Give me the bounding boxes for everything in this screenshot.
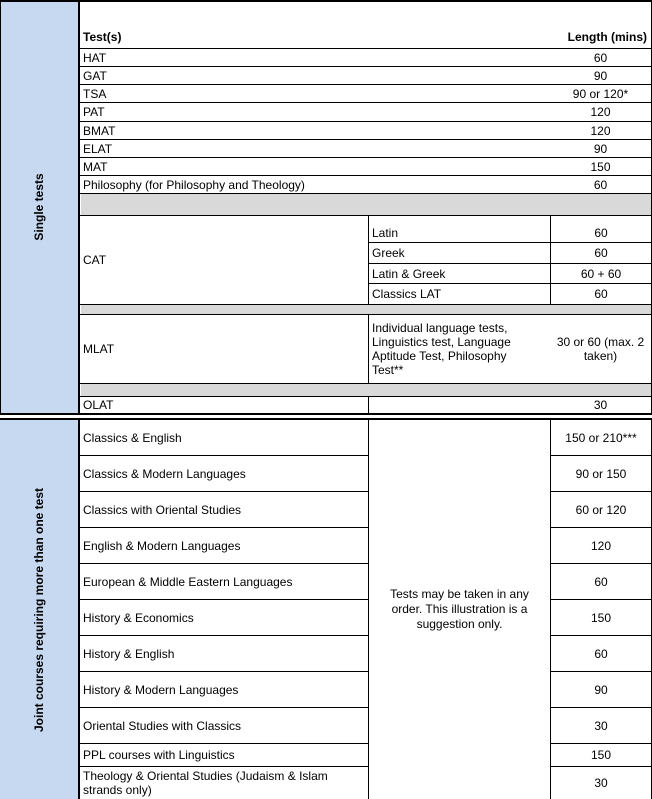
test-length: 150 [590,159,611,174]
course-name: Oriental Studies with Classics [83,718,242,733]
course-name: Classics with Oriental Studies [83,502,242,517]
test-length: 120 [590,105,611,119]
cat-sub-name: Latin & Greek [372,266,446,281]
spacer [81,384,651,396]
course-name: Theology & Oriental Studies (Judaism & Islam strands only) [83,769,328,797]
course-name: English & Modern Languages [83,538,241,553]
test-length: 60 [593,50,608,65]
test-name: MAT [83,159,108,174]
cat-test-name: CAT [83,253,107,267]
test-length: 90 or 120* [572,86,629,101]
course-name: Classics & English [83,430,182,445]
course-length: 90 or 150 [575,466,627,481]
test-length: 60 [593,177,608,192]
joint-note: Tests may be taken in any order. This illustration is a suggestion only. [390,587,529,631]
header-length: Length (mins) [567,30,647,44]
cat-sub-length: 60 + 60 [580,266,622,281]
olat-length: 30 [593,398,608,412]
course-length: 150 or 210*** [565,430,637,445]
joint-courses-label: Joint courses requiring more than one test [32,487,46,732]
spacer [81,194,651,215]
test-name: GAT [83,68,107,83]
test-name: TSA [83,86,107,101]
test-name: BMAT [83,123,116,138]
course-length: 30 [594,776,608,790]
header-test: Test(s) [83,30,122,44]
test-length: 90 [593,141,608,156]
course-name: History & Modern Languages [83,682,239,697]
test-name: ELAT [83,141,113,156]
cat-sub-name: Greek [372,246,405,260]
course-length: 150 [590,610,612,625]
cat-sub-length: 60 [594,225,608,240]
mlat-test-name: MLAT [83,342,115,356]
cell-divider [368,397,369,413]
test-length: 90 [593,68,608,83]
course-name: European & Middle Eastern Languages [83,574,293,589]
course-name: Classics & Modern Languages [83,466,246,481]
course-name: History & Economics [83,610,194,625]
course-length: 120 [590,538,612,553]
course-name: History & English [83,646,175,661]
single-tests-label: Single tests [32,173,46,241]
cat-sub-length: 60 [594,246,608,260]
course-length: 60 or 120 [575,502,627,517]
test-length: 120 [590,123,611,138]
table-top-border [0,0,652,2]
course-length: 60 [594,574,608,589]
course-length: 60 [594,646,608,661]
spacer [81,305,651,314]
course-name: PPL courses with Linguistics [83,748,235,762]
cat-sub-length: 60 [594,287,608,301]
mlat-length: 30 or 60 (max. 2 taken) [556,335,645,363]
single-tests-sidebar [0,0,80,414]
olat-test-name: OLAT [83,398,114,412]
cat-sub-name: Classics LAT [372,287,442,301]
course-length: 90 [594,682,608,697]
joint-courses-sidebar [0,420,80,799]
mlat-sub-name: Individual language tests, Linguistics test, Language Aptitude Test, Philosophy Test** [372,321,511,377]
test-name: HAT [83,50,107,65]
test-name: Philosophy (for Philosophy and Theology) [83,177,305,192]
test-name: PAT [83,105,105,119]
course-length: 150 [590,748,612,762]
cat-sub-name: Latin [372,225,399,240]
course-length: 30 [594,718,608,733]
